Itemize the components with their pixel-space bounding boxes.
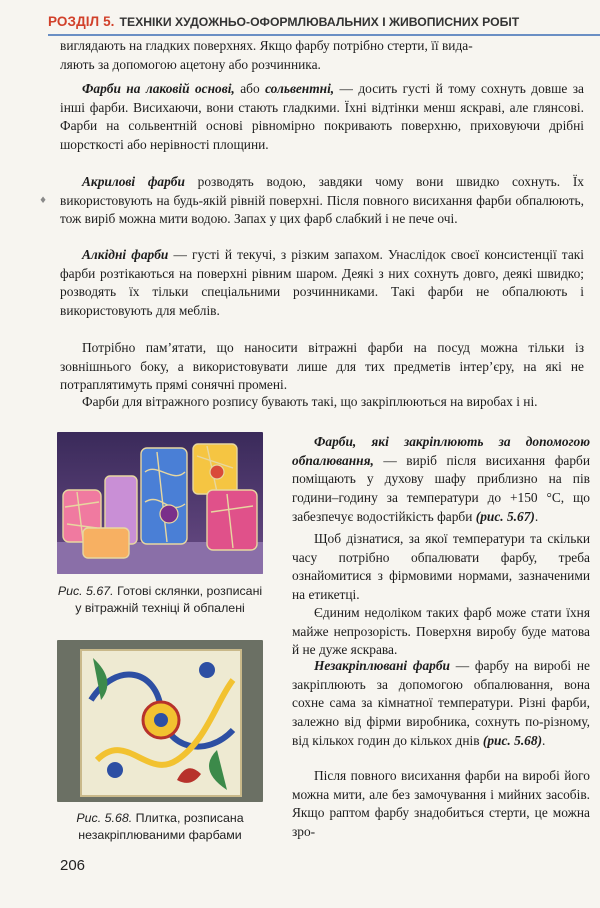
paragraph-acrylic-paints (60, 173, 584, 229)
figure-5-67-caption (57, 583, 263, 617)
paragraph-types: Фарби для вітражного розпису бувають такі, що закріплюються на виробах і ні. (82, 394, 538, 409)
figure-ref-5-68: (рис. 5.68) (482, 732, 543, 748)
margin-marker: ♦ (39, 196, 48, 206)
paragraph-unfired-paints (292, 657, 590, 751)
paragraph-text: — досить густі й тому сохнуть довше за інші фарби. Висихаючи, вони стають гладкими. Їхні відтінки менш яскраві, але глянсові. Фарби на сольвентній основі рівномірно покривають поверхню, приховуючи дрібні шорсткості або нерівності площини. (60, 81, 585, 153)
paragraph-text: або (234, 81, 266, 96)
section-label: РОЗДІЛ 5. (48, 14, 115, 29)
paragraph-text: — виріб після висихання фарби поміщають у духову шафу приблизно на пів години–годину за температури до +150 °С, що забезпечує водостійкість фарби (292, 452, 590, 524)
paragraph-drawback: Єдиним недоліком таких фарб може стати їхня майже непрозорість. Поверхня виробу буде матова й не дуже яскрава. (292, 605, 590, 658)
term-unfired-paints: Незакріплювані фарби (314, 658, 450, 673)
figure-5-68-caption (57, 810, 263, 844)
paragraph-0-line-2: ляють за допомогою ацетону або розчинника. (60, 56, 321, 72)
term-fired-paints: Фарби, які закріплюють за допомогою обпалювання, (292, 434, 590, 468)
paragraph-reminder: Потрібно пам’ятати, що наносити вітражні фарби на посуд можна тільки із зовнішнього боку, а використовувати лише для тих предметів інтер’єру, на які не потраплятимуть прямі сонячні промені. (60, 340, 584, 393)
paragraph-0 (60, 37, 584, 74)
paragraph-lacquer-paints (60, 80, 584, 155)
figure-5-67-label: Рис. 5.67. (57, 584, 114, 598)
paragraph-text: . (534, 508, 539, 524)
paragraph-firing-info: Щоб дізнатися, за якої температури та скільки часу потрібно обпалювати фарбу, треба ознайомитися з фірмовими нормами, зазначеними на етикетці. (292, 531, 590, 603)
painted-tile-illustration (57, 640, 263, 802)
paragraph-fired-paints (292, 433, 590, 527)
paragraph-0-line-1: виглядають на гладких поверхнях. Якщо фарбу потрібно стерти, її вида- (60, 38, 473, 53)
term-solvent: сольвентні, (265, 81, 335, 96)
paragraph-alkyd-paints (60, 246, 584, 321)
figure-ref-5-67: (рис. 5.67) (475, 508, 535, 524)
paragraph-washing: Після повного висихання фарби на виробі його можна мити, але без замочування і мийних засобів. Якщо раптом фарбу знадобиться стерти, це можна зро- (292, 768, 590, 840)
figure-5-68-text: Плитка, розписана незакріплюваними фарбами (78, 811, 244, 842)
term-acrylic: Акрилові фарби (82, 174, 185, 189)
page-number: 206 (60, 857, 86, 874)
figure-5-68-label: Рис. 5.68. (76, 811, 133, 825)
paragraph-text: — густі й текучі, з різким запахом. Унаслідок своєї консистенції такі фарби розтікаються на поверхні рівним шаром. Деякі з них сохнуть довго, деякі швидко; розводять їх тільки спеціальними розчинниками. Такі фарби не обпалюють і використовують для меблів. (60, 247, 584, 319)
paragraph-text: розводять водою, завдяки чому вони швидко сохнуть. Їх використовують на будь-якій рівній поверхні. Після повного висихання фарби обпалюють, тож виріб можна мити водою. Запах у цих фарб слабкий і не пече очі. (60, 174, 584, 227)
term-alkyd: Алкідні фарби (82, 247, 169, 262)
figure-5-68-image (57, 640, 263, 802)
stained-glasses-illustration (57, 432, 263, 574)
figure-5-67-image (57, 432, 263, 574)
section-title: ТЕХНІКИ ХУДОЖНЬО-ОФОРМЛЮВАЛЬНИХ І ЖИВОПИСНИХ РОБІТ (119, 14, 520, 29)
figure-5-67-text: Готові склянки, розписані у вітражній техніці й обпалені (75, 584, 263, 615)
term-lacquer: Фарби на лаковій основі, (82, 81, 235, 96)
paragraph-text: . (542, 732, 546, 748)
paragraph-text: — фарбу на виробі не закріплюють за допомогою обпалювання, вона сохне сама за кімнатної температури. Різні фарби, залежно від фірми виробника, сохнуть по-різному, від кількох годин до кількох днів (292, 658, 590, 748)
page-header (48, 9, 600, 36)
